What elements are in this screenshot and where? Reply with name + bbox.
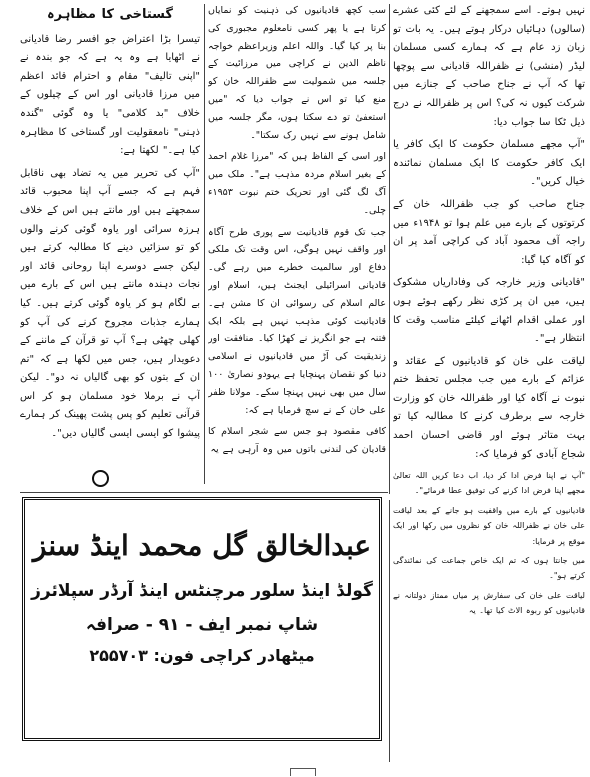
paragraph: تیسرا بڑا اعتراض جو افسر رضا قادیانی نے اٹھایا ہے وہ یہ ہے کہ جو بندہ نے "اپنی تالیف" مقام و احترام قائد اعظم میں مرزا قادیانی اور اس کے چیلوں کے خلاف "بد کلامی" یا وہ گوئی "گندہ ذہنی" نامعقولیت اور گستاخی کا مظاہرہ کیا ہے۔" لکھتا ہے: xyxy=(20,33,200,157)
section-divider xyxy=(20,492,388,493)
column-divider xyxy=(389,4,390,494)
paragraph: نہیں ہوتے۔ اسے سمجھنے کے لئے کئی عشرے (سالوں) دہائیاں درکار ہوتے ہیں۔ یہ بات تو زبان زد عام ہے کہ ہمارے کسی مسلمان لیڈر (منشی) نے ظفراللہ قادیانی سے پوچھا تھا کہ آپ نے جناح صاحب کے جنازے میں شرکت کیوں نہ کی؟ اس پر ظفراللہ نے درج ذیل ٹکا سا جواب دیا: xyxy=(393,5,585,128)
article-column-right xyxy=(393,2,585,468)
paragraph: "آپ کی تحریر میں یہ تضاد بھی ناقابل فہم ہے کہ جسے آپ اپنا محبوب قائد سمجھتے ہیں اور مانتے ہیں اس کے خلاف ہرزہ سرائی اور یاوہ گوئی کرنے والوں کو تو سزائیں دینے کا مطالبہ کرتے ہیں لیکن جسے دوسرے اپنا روحانی قائد اور نجات دہندہ مانتے ہیں اس کے بارے میں بے لگام ہو کر یاوہ گوئی کرتے ہیں۔ کیا ہمارے جذبات مجروح کرنے کی آپ کو کھلی چھٹی ہے؟ آپ تو قرآن کے ماننے کے دعویدار ہیں، جس میں لکھا ہے کہ "تم ان کے بتوں کو بھی گالیاں نہ دو"۔ لیکن آپ نے برملا خود مسلمان ہو کر اس قرآنی تعلیم کو پس پشت پھینک کر ہمارے پیشوا کو ایسی ایسی گالیاں دیں"۔ xyxy=(20,167,200,440)
paragraph: قادیانیوں کے بارے میں واقفیت ہو جانے کے بعد لیاقت علی خان نے ظفراللہ خان کو نظروں میں رکھا اور ایک موقع پر فرمایا: xyxy=(393,505,585,546)
page-footer-mark xyxy=(290,768,316,776)
paragraph: سب کچھ قادیانیوں کی ذہنیت کو نمایاں کرتا ہے یا پھر کسی نامعلوم مجبوری کی بنا پر کیا گیا۔ واللہ اعلم وزیراعظم خواجہ ناظم الدین نے کراچی میں مرزائیت کے جلسہ میں شمولیت سے ظفراللہ خان کو منع کیا تو اس نے جواب دیا کہ "میں استعفیٰ تو دے سکتا ہوں، مگر جلسہ میں شامل ہونے سے نہیں رک سکتا"۔ xyxy=(208,5,386,141)
article-column-left xyxy=(20,2,200,448)
paragraph: لیاقت علی خان کی سفارش پر میاں ممتاز دولتانہ نے قادیانیوں کو ربوہ الاٹ کیا تھا۔ یہ xyxy=(393,590,585,616)
article-column-continued xyxy=(393,468,585,768)
section-heading: گستاخی کا مظاہرہ xyxy=(47,7,173,22)
paragraph: اور اسی کے الفاظ ہیں کہ "مرزا غلام احمد کے بغیر اسلام مردہ مذہب ہے"۔ ملک میں آگ لگ گئی اور تحریک ختم نبوت ۱۹۵۳ء چلی۔ xyxy=(208,151,386,216)
ad-phone: میٹھادر کراچی فون: ۲۵۵۷۰۳ xyxy=(89,646,315,665)
ad-shop-address: شاپ نمبر ایف - ۹۱ - صرافہ xyxy=(85,615,319,635)
end-mark-circle xyxy=(92,470,109,487)
paragraph: جب تک قوم قادیانیت سے پوری طرح آگاہ اور واقف نہیں ہوگی، اس وقت تک ملکی دفاع اور سالمیت خطرے میں رہے گی۔ قادیانی اسرائیلی ایجنٹ ہیں، اسلام اور عالم اسلام کی رسوائی ان کا مشن ہے۔ قادیانیت کوئی مذہب نہیں ہے بلکہ ایک فتنہ ہے جو انگریز نے کھڑا کیا۔ منافقت اور زندیقیت کی آڑ میں قادیانیوں نے اسلامی دنیا کو نقصان پہنچایا ہے یہودو نصاریٰ ۱۰۰ سال میں بھی نہیں پہنچا سکے۔ مولانا ظفر علی خان کے نے سچ فرمایا ہے کہ: xyxy=(208,226,386,416)
column-divider xyxy=(389,500,390,762)
advertisement-box xyxy=(22,497,382,741)
ad-company-name: عبدالخالق گل محمد اینڈ سنز xyxy=(32,529,372,562)
column-divider xyxy=(204,4,205,484)
paragraph: "آپ نے اپنا فرض ادا کر دیا، اب دعا کریں اللہ تعالیٰ مجھے اپنا فرض ادا کرنے کی توفیق عطا فرمائے"۔ xyxy=(393,471,585,496)
article-column-middle xyxy=(208,2,386,463)
paragraph: جناح صاحب کو جب ظفراللہ خان کے کرتوتوں کے بارے میں علم ہوا تو ۱۹۴۸ء میں راجہ آف محمود آباد کی کراچی آمد پر ان کو آگاہ کیا گیا: xyxy=(393,198,585,266)
paragraph: لیاقت علی خان کو قادیانیوں کے عقائد و عزائم کے بارے میں جب مجلس تحفظ ختم نبوت نے آگاہ کیا اور ظفراللہ خان کو وزارت خارجہ سے برطرف کرنے کا مطالبہ کیا تو بہت متاثر ہوئے اور قاضی احسان احمد شجاع آبادی کو فرمایا کہ: xyxy=(393,355,585,460)
paragraph: "قادیانی وزیر خارجہ کی وفاداریاں مشکوک ہیں، میں ان پر کڑی نظر رکھے ہوئے ہوں اور عملی اقدام اٹھانے کیلئے مناسب وقت کا انتظار ہے"۔ xyxy=(393,277,585,345)
paragraph: کافی مقصود ہو جس سے شجر اسلام کا قادیان کی لندنی باتوں میں وہ آرہی ہے یہ xyxy=(208,426,386,456)
paragraph: میں جانتا ہوں کہ تم ایک خاص جماعت کی نمائندگی کرتے ہو"۔ xyxy=(393,556,585,581)
ad-business-line: گولڈ اینڈ سلور مرچنٹس اینڈ آرڈر سپلائرز xyxy=(31,581,373,601)
paragraph: "آپ مجھے مسلمان حکومت کا ایک کافر یا ایک کافر حکومت کا ایک مسلمان نمائندہ خیال کریں"۔ xyxy=(393,139,585,188)
